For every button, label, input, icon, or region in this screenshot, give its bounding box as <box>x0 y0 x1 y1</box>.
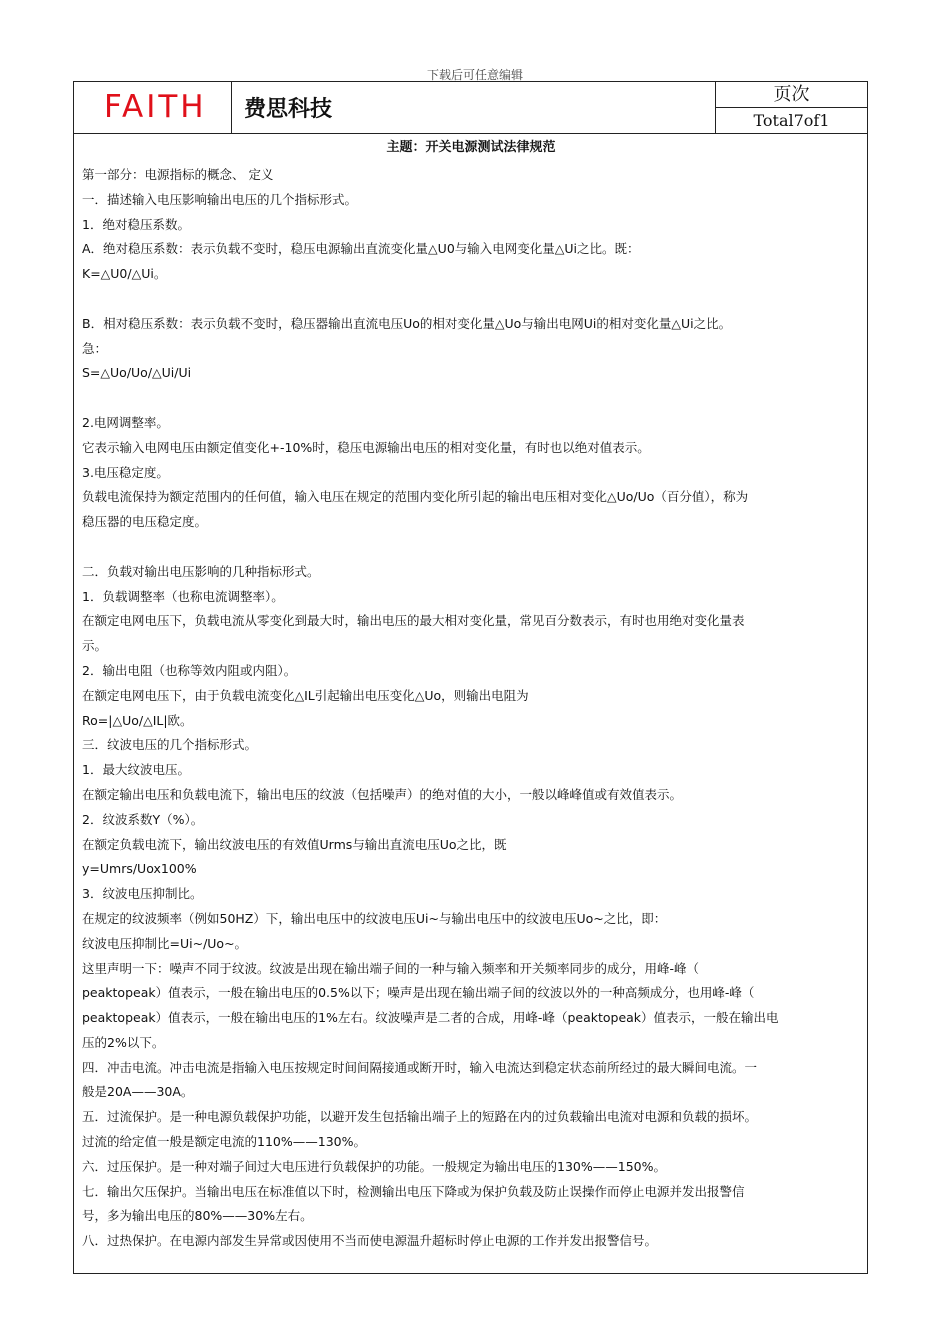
text-line: 这里声明一下：噪声不同于纹波。纹波是出现在输出端子间的一种与输入频率和开关频率同步的成分，用峰-峰（ <box>82 960 700 976</box>
text-line: 在额定电网电压下，负载电流从零变化到最大时，输出电压的最大相对变化量，常见百分数表示，有时也用绝对变化量表 <box>82 613 745 629</box>
text-line: 在规定的纹波频率（例如50HZ）下，输出电压中的纹波电压Ui~与输出电压中的纹波电压Uo~之比，即： <box>82 910 667 926</box>
text-line: 示。 <box>82 638 108 654</box>
page-info-cell <box>715 82 867 133</box>
text-line: 第一部分：电源指标的概念、 定义 <box>82 167 274 182</box>
text-line: 在额定电网电压下，由于负载电流变化△IL引起输出电压变化△Uo，则输出电阻为 <box>82 687 529 703</box>
text-line: 3．纹波电压抑制比。 <box>82 886 203 902</box>
blank-line <box>82 287 860 312</box>
text-line: 纹波电压抑制比=Ui~/Uo~。 <box>82 935 248 951</box>
text-line: 负载电流保持为额定范围内的任何值，输入电压在规定的范围内变化所引起的输出电压相对变化△Uo/Uo（百分值），称为 <box>82 489 749 505</box>
text-line: 压的2%以下。 <box>82 1034 165 1050</box>
document-header <box>74 82 867 134</box>
text-line: 1．绝对稳压系数。 <box>82 216 190 232</box>
text-line: peaktopeak）值表示，一般在输出电压的1%左右。纹波噪声是二者的合成，用峰-峰（peaktopeak）值表示，一般在输出电 <box>82 1010 779 1026</box>
watermark-text: 下载后可任意编辑 <box>426 68 523 82</box>
text-line: 在额定输出电压和负载电流下，输出电压的纹波（包括噪声）的绝对值的大小，一般以峰峰值或有效值表示。 <box>82 786 683 802</box>
text-line: 号，多为输出电压的80%——30%左右。 <box>82 1208 313 1224</box>
document-page <box>73 81 868 1274</box>
text-line: 2.电网调整率。 <box>82 414 169 430</box>
text-line: 急： <box>82 340 108 356</box>
text-line: 在额定负载电流下，输出纹波电压的有效值Urms与输出直流电压Uo之比，既 <box>82 836 507 852</box>
faith-logo: FAITH <box>104 89 207 125</box>
text-line: 1．负载调整率（也称电流调整率）。 <box>82 588 284 604</box>
document-subject: 主题：开关电源测试法律规范 <box>386 140 556 155</box>
text-line: y=Umrs/Uox100% <box>82 861 197 877</box>
text-line: 二．负载对输出电压影响的几种指标形式。 <box>82 563 320 579</box>
text-line: Ro=|△Uo/△IL|欧。 <box>82 712 193 728</box>
text-line: 稳压器的电压稳定度。 <box>82 514 208 530</box>
page-total: Total7of1 <box>753 111 830 130</box>
blank-line <box>82 386 860 411</box>
text-line: 三．纹波电压的几个指标形式。 <box>82 737 258 753</box>
blank-line <box>82 535 860 560</box>
text-line: 四．冲击电流。冲击电流是指输入电压按规定时间间隔接通或断开时，输入电流达到稳定状态前所经过的最大瞬间电流。一 <box>82 1059 758 1075</box>
text-line: 1．最大纹波电压。 <box>82 762 190 778</box>
text-line: A．绝对稳压系数：表示负载不变时，稳压电源输出直流变化量△U0与输入电网变化量△Ui之比。既： <box>82 241 640 257</box>
text-line: 七．输出欠压保护。当输出电压在标准值以下时，检测输出电压下降或为保护负载及防止误操作而停止电源并发出报警信 <box>82 1183 745 1199</box>
company-name: 费思科技 <box>244 96 333 122</box>
text-line: 般是20A——30A。 <box>82 1084 194 1100</box>
text-line: 六．过压保护。是一种对端子间过大电压进行负载保护的功能。一般规定为输出电压的130%——150%。 <box>82 1158 666 1174</box>
text-line: 2．纹波系数Y（%）。 <box>82 811 204 827</box>
text-line: 一．描述输入电压影响输出电压的几个指标形式。 <box>82 191 358 207</box>
page-label: 页次 <box>716 82 867 108</box>
text-line: S=△Uo/Uo/△Ui/Ui <box>82 365 192 381</box>
text-line: B．相对稳压系数：表示负载不变时，稳压器输出直流电压Uo的相对变化量△Uo与输出电网Ui的相对变化量△Ui之比。 <box>82 315 732 331</box>
text-line: 它表示输入电网电压由额定值变化+-10%时，稳压电源输出电压的相对变化量，有时也以绝对值表示。 <box>82 439 650 455</box>
text-line: 八．过热保护。在电源内部发生异常或因使用不当而使电源温升超标时停止电源的工作并发出报警信号。 <box>82 1233 658 1249</box>
text-line: peaktopeak）值表示，一般在输出电压的0.5%以下；噪声是出现在输出端子间的纹波以外的一种高频成分，也用峰-峰（ <box>82 985 755 1001</box>
text-line: K=△U0/△Ui。 <box>82 266 167 282</box>
document-body <box>82 138 860 1254</box>
logo-cell <box>74 82 232 133</box>
text-line: 2．输出电阻（也称等效内阻或内阻）。 <box>82 662 297 678</box>
text-line: 五．过流保护。是一种电源负载保护功能，以避开发生包括输出端子上的短路在内的过负载输出电流对电源和负载的损坏。 <box>82 1109 758 1125</box>
text-line: 3.电压稳定度。 <box>82 464 169 480</box>
body-lines <box>82 163 860 1254</box>
text-line: 过流的给定值一般是额定电流的110%——130%。 <box>82 1134 366 1150</box>
